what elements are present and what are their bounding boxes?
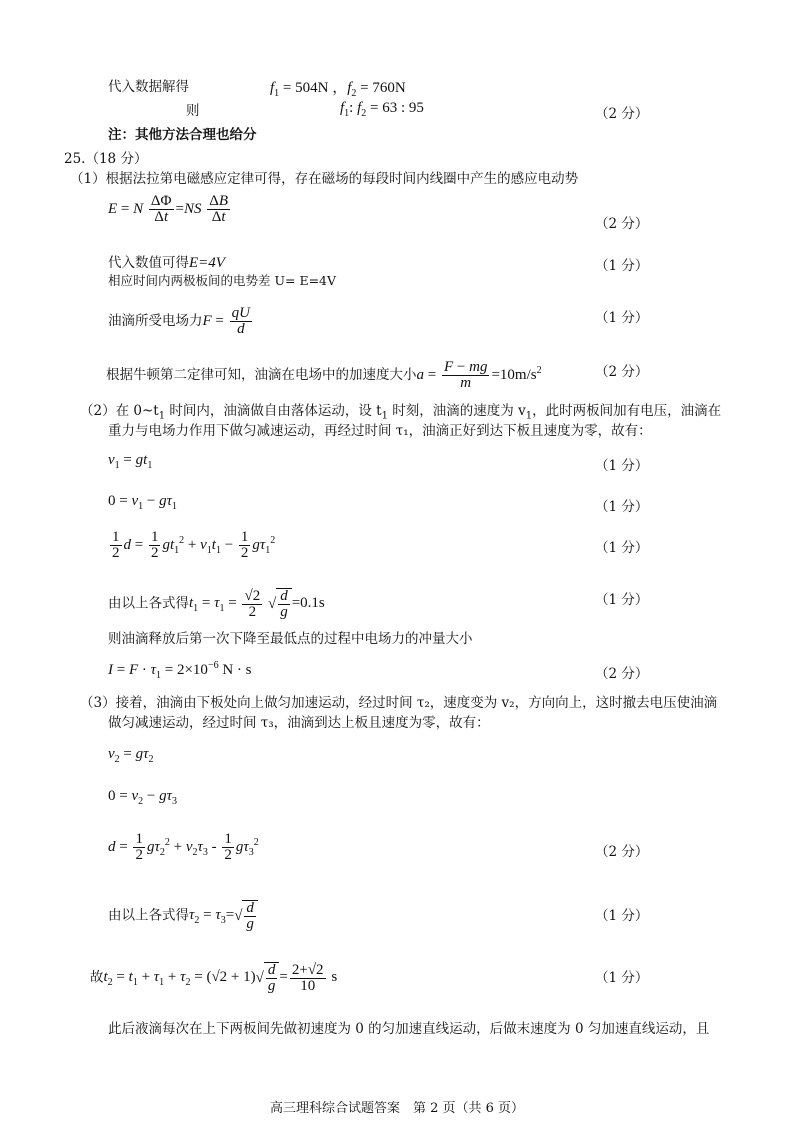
last-line: 此后液滴每次在上下两板间先做初速度为 0 的匀加速直线运动，后做末速度为 0 匀加速直线运动，且: [108, 1021, 710, 1037]
eq-half-d: $\frac{1}{2}$ d = $\frac{1}{2}$ $gt_1^2 + v_1t_1$ − $\frac{1}{2}$ $g\tau_1^2$: [112, 529, 276, 561]
score-top: （2 分）: [595, 106, 649, 122]
eq-v1: $v_1 = gt_1$: [108, 452, 153, 471]
score-t2: （1 分）: [595, 970, 649, 986]
eq-impulse: $I = F \cdot \tau_1 = 2\times 10^{-6}$ N · s: [108, 660, 252, 681]
question-number: 25.（18 分）: [64, 151, 148, 167]
part1-intro: （1）根据法拉第电磁感应定律可得，存在磁场的每段时间内线圈中产生的感应电动势: [70, 171, 579, 187]
t2-line: 故$t_2 = t_1 + \tau_1 + \tau_2 = (√2 + 1)√$ $\frac{d}{g}$ = $\frac{2+√2}{10}$ s: [90, 961, 338, 994]
then-label: 则: [186, 103, 200, 119]
potential-line: 相应时间内两极板间的电势差 U= E=4V: [108, 273, 337, 288]
force-results: $f_1 = 504N$ ，$f_2 = 760N$: [270, 80, 406, 99]
eq-emf: E = N $\frac{\Delta\Phi}{\Delta t}$ =NS $\frac{\Delta B}{\Delta t}$: [108, 193, 229, 225]
score-emf-value: （1 分）: [595, 258, 649, 274]
note: 注：其他方法合理也给分: [108, 127, 257, 143]
score-part3-result: （1 分）: [595, 908, 649, 924]
page-footer: 高三理科综合试题答案 第 2 页（共 6 页）: [269, 1101, 525, 1116]
score-eq-half-d: （1 分）: [595, 540, 649, 556]
eq-zero-v1: $0 = v_1 - g\tau_1$: [108, 493, 177, 512]
acceleration-line: 根据牛顿第二定律可知，油滴在电场中的加速度大小a = $\frac{F - mg}{m}$ $=10m/s^2$: [106, 359, 542, 391]
part2-result: 由以上各式得$t_1 = \tau_1$ = $\frac{√2}{2}$ √ $\frac{d}{g}$ =0.1s: [108, 587, 325, 620]
part3-line1: （3）接着，油滴由下板处向上做匀加速运动，经过时间 τ₂，速度变为 v₂，方向向上，这时撤去电压使油滴: [80, 695, 718, 711]
eq-v2: $v_2 = g\tau_2$: [108, 746, 154, 765]
impulse-line: 则油滴释放后第一次下降至最低点的过程中电场力的冲量大小: [108, 631, 473, 647]
solve-label: 代入数据解得: [108, 79, 189, 95]
force-ratio: $f_1$: $f_2 = 63$ : 95: [340, 100, 424, 119]
score-acceleration: （2 分）: [595, 364, 649, 380]
part3-line2: 做匀减速运动，经过时间 τ₃，油滴到达上板且速度为零，故有：: [108, 715, 490, 731]
electric-force-line: 油滴所受电场力F = $\frac{qU}{d}$: [108, 305, 250, 337]
part2-line1: （2）在 $0\sim t_1$ 时间内，油滴做自由落体运动，设 $t_1$ 时刻，油滴的速度为 $v_1$，此时两板间加有电压，油滴在: [80, 403, 722, 422]
emf-value-line: 代入数值可得E=4V: [108, 255, 225, 271]
eq-d: d = $\frac{1}{2}$ $g\tau_2^2 + v_2\tau_3$ - $\frac{1}{2}$ $g\tau_3^2$: [108, 831, 259, 863]
score-eq-emf: （2 分）: [595, 216, 649, 232]
score-impulse: （2 分）: [595, 666, 649, 682]
score-eq-zero-v1: （1 分）: [595, 499, 649, 515]
part2-line2: 重力与电场力作用下做匀减速运动，再经过时间 τ₁，油滴正好到达下板且速度为零，故有：: [108, 423, 652, 439]
score-eq-d: （2 分）: [595, 844, 649, 860]
score-eq-v1: （1 分）: [595, 458, 649, 474]
eq-zero-v2: $0 = v_2 - g\tau_3$: [108, 788, 177, 807]
score-part2-result: （1 分）: [595, 592, 649, 608]
part3-result: 由以上各式得$\tau_2 = \tau_3=√$ $\frac{d}{g}$: [108, 900, 258, 932]
score-electric-force: （1 分）: [595, 310, 649, 326]
